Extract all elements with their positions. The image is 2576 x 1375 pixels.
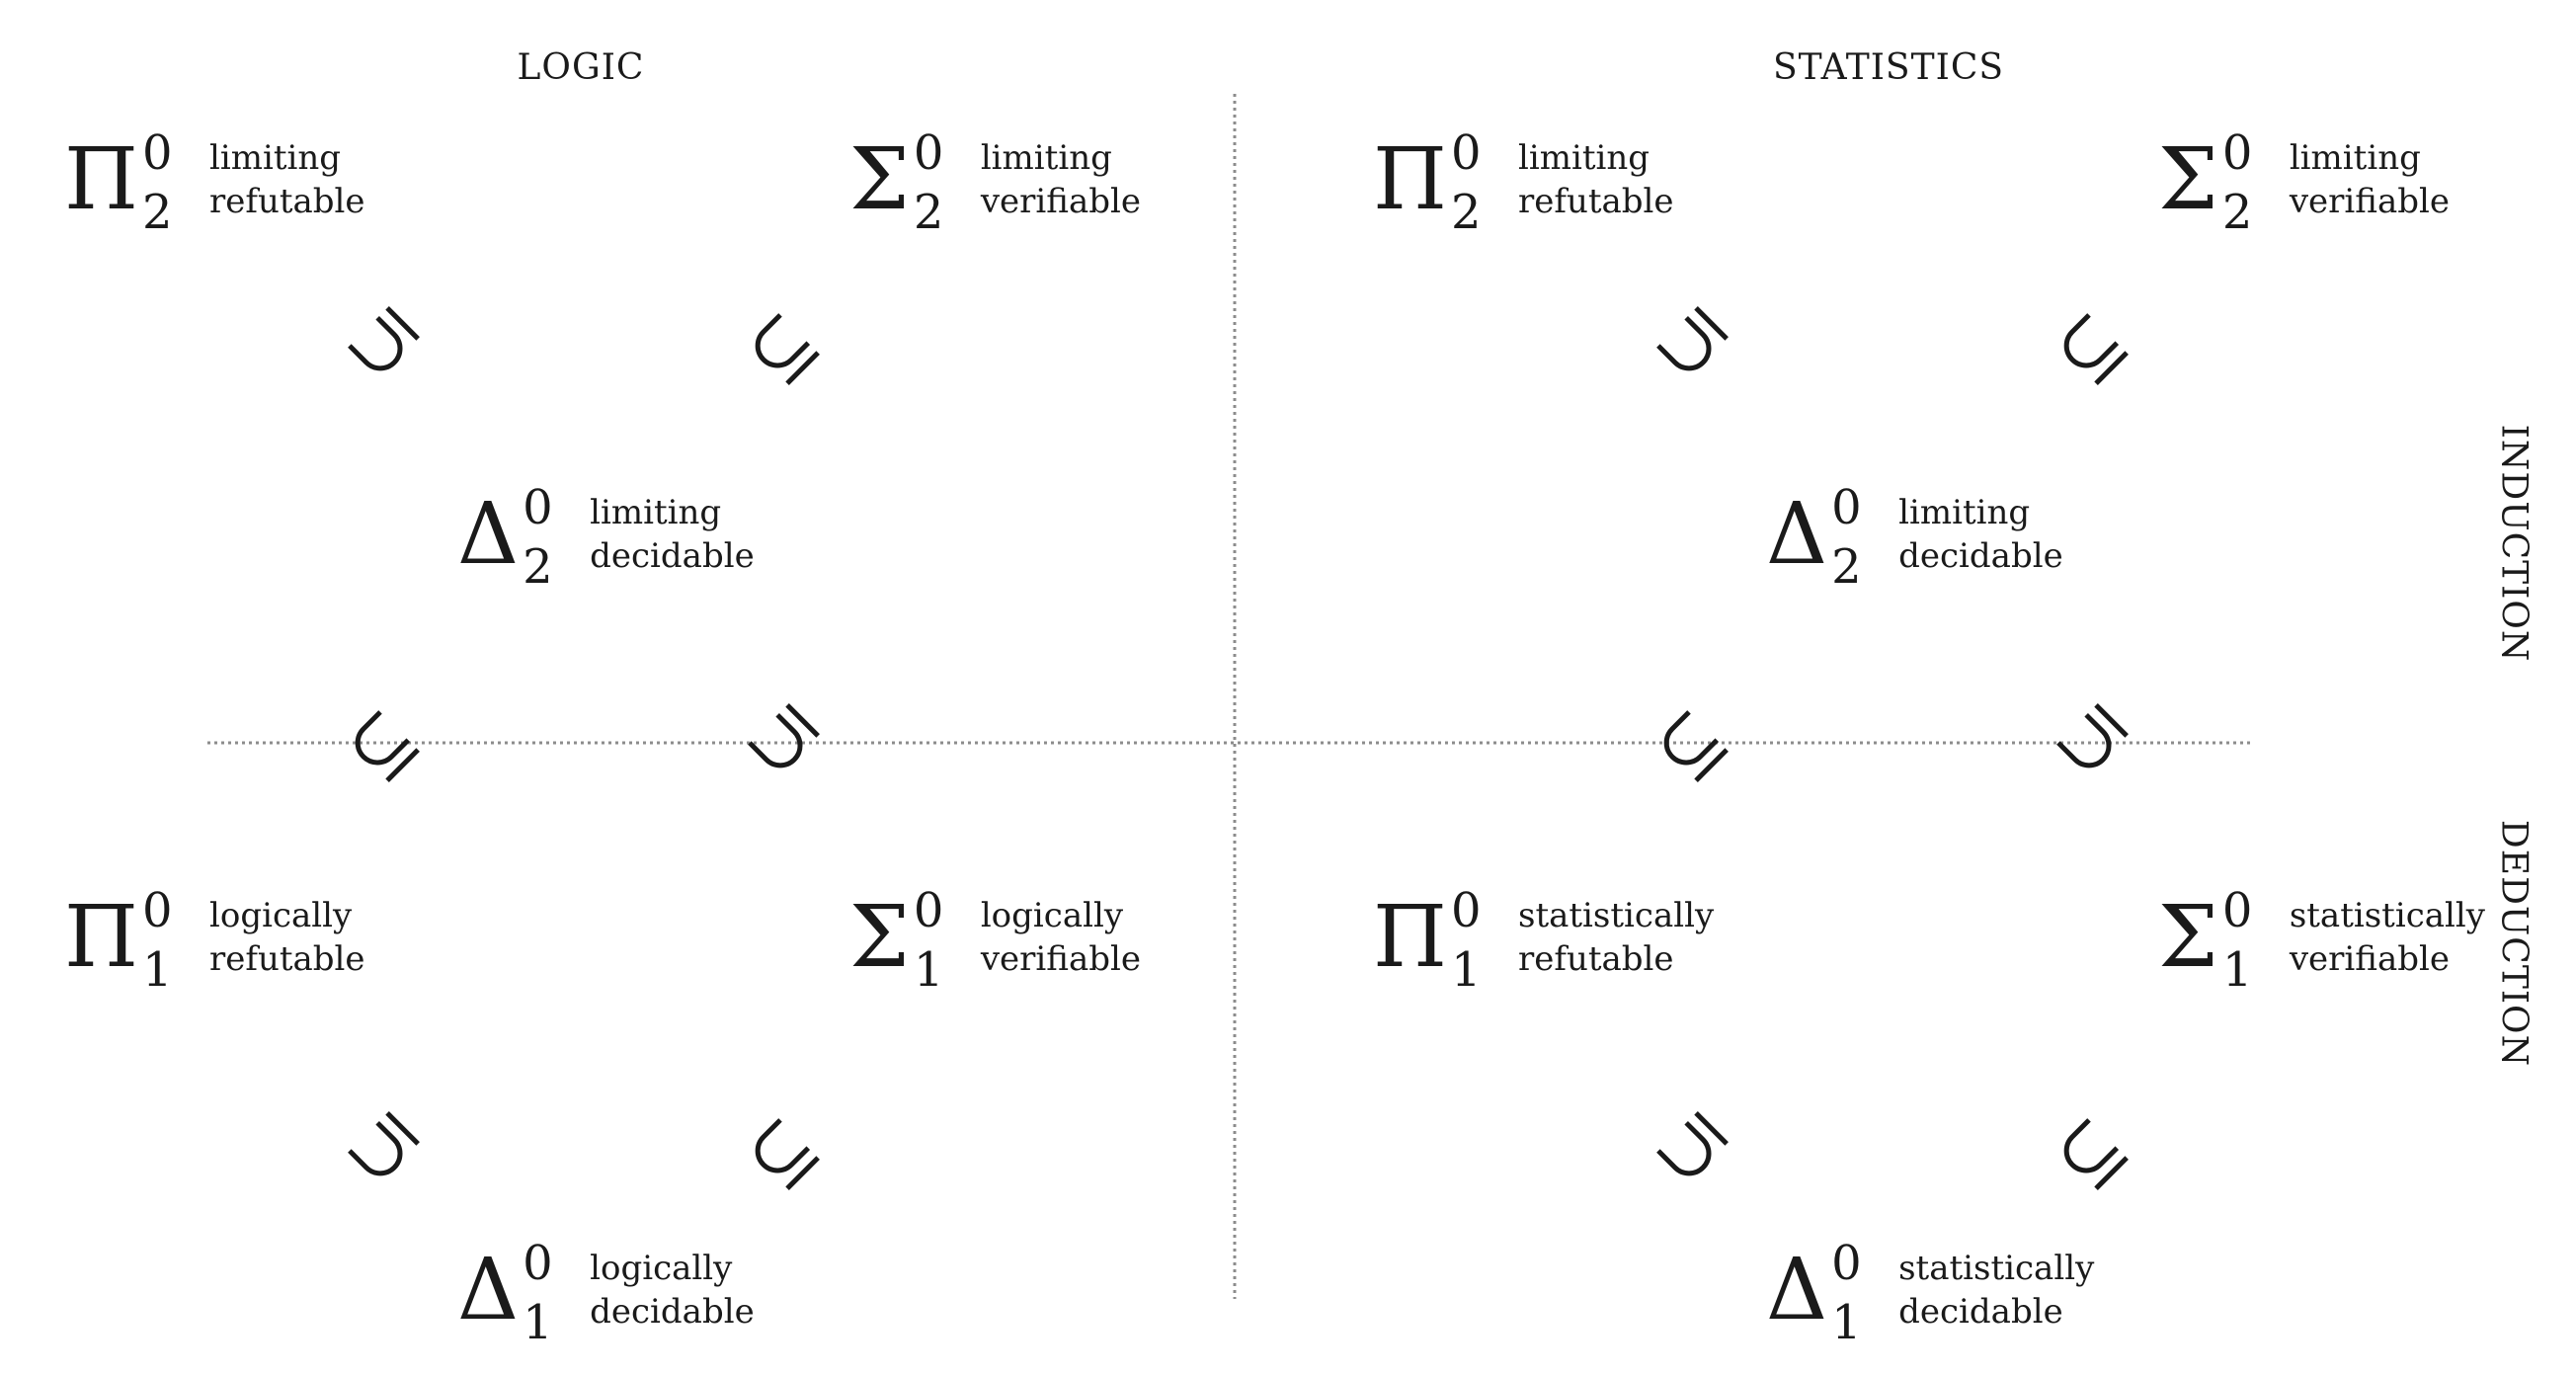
logic-sigma1-class bbox=[849, 883, 1141, 998]
subscript: 1 bbox=[1451, 942, 1482, 998]
statistics-sigma1-class bbox=[2158, 883, 2485, 998]
deduction-label: DEDUCTION bbox=[2493, 819, 2535, 1068]
description-line-1: limiting bbox=[590, 493, 722, 532]
superscript: 0 bbox=[2221, 883, 2253, 938]
description-line-2: decidable bbox=[590, 536, 755, 576]
superscript: 0 bbox=[142, 883, 173, 938]
superscript: 0 bbox=[523, 480, 553, 535]
class-description bbox=[2290, 894, 2485, 981]
sigma-symbol: Σ 0 1 bbox=[2158, 883, 2253, 998]
class-description bbox=[590, 1247, 755, 1334]
subscript: 2 bbox=[913, 185, 944, 240]
description-line-2: verifiable bbox=[2289, 939, 2450, 979]
superscript: 0 bbox=[142, 125, 173, 181]
description-line-2: refutable bbox=[1518, 182, 1674, 221]
subscript: 1 bbox=[2221, 942, 2253, 998]
class-description bbox=[1518, 894, 1714, 981]
subscript: 2 bbox=[1831, 539, 1862, 595]
statistics-pi1-class bbox=[1373, 883, 1715, 998]
delta-symbol: Δ 0 2 bbox=[457, 480, 553, 595]
class-description bbox=[981, 136, 1141, 223]
superscript: 0 bbox=[1451, 125, 1482, 181]
class-description bbox=[2290, 136, 2450, 223]
subscript: 1 bbox=[523, 1295, 553, 1350]
statistics-header: STATISTICS bbox=[1772, 47, 2005, 88]
sigma-symbol: Σ 0 2 bbox=[849, 125, 944, 240]
class-description bbox=[1898, 1247, 2094, 1334]
pi-symbol: Π 0 1 bbox=[1373, 883, 1482, 998]
description-line-2: verifiable bbox=[980, 939, 1141, 979]
class-description bbox=[981, 894, 1141, 981]
delta-symbol: Δ 0 1 bbox=[457, 1236, 553, 1350]
class-description bbox=[209, 894, 365, 981]
subscript: 2 bbox=[142, 185, 173, 240]
statistics-delta2-class bbox=[1766, 480, 2063, 595]
class-description bbox=[1898, 491, 2063, 578]
pi-symbol: Π 0 1 bbox=[64, 883, 173, 998]
statistics-pi2-class bbox=[1373, 125, 1674, 240]
superscript: 0 bbox=[1831, 1236, 1862, 1291]
logic-sigma2-class bbox=[849, 125, 1141, 240]
description-line-2: decidable bbox=[590, 1292, 755, 1332]
class-description bbox=[1518, 136, 1674, 223]
logic-pi2-class bbox=[64, 125, 365, 240]
superscript: 0 bbox=[913, 125, 944, 181]
superscript: 0 bbox=[2221, 125, 2253, 181]
description-line-1: limiting bbox=[2289, 138, 2421, 178]
logic-header: LOGIC bbox=[517, 47, 645, 88]
description-line-2: refutable bbox=[209, 182, 365, 221]
class-description bbox=[590, 491, 755, 578]
description-line-1: limiting bbox=[1518, 138, 1650, 178]
logic-delta1-class bbox=[457, 1236, 755, 1350]
sigma-symbol: Σ 0 1 bbox=[849, 883, 944, 998]
class-description bbox=[209, 136, 365, 223]
superscript: 0 bbox=[1451, 883, 1482, 938]
description-line-1: logically bbox=[590, 1249, 733, 1288]
subscript: 2 bbox=[1451, 185, 1482, 240]
description-line-2: verifiable bbox=[2289, 182, 2450, 221]
logic-pi1-class bbox=[64, 883, 365, 998]
statistics-sigma2-class bbox=[2158, 125, 2450, 240]
description-line-2: decidable bbox=[1898, 1292, 2063, 1332]
pi-symbol: Π 0 2 bbox=[1373, 125, 1482, 240]
induction-label: INDUCTION bbox=[2493, 424, 2535, 663]
description-line-1: limiting bbox=[1898, 493, 2031, 532]
subscript: 1 bbox=[142, 942, 173, 998]
superscript: 0 bbox=[523, 1236, 553, 1291]
delta-symbol: Δ 0 1 bbox=[1766, 1236, 1862, 1350]
pi-symbol: Π 0 2 bbox=[64, 125, 173, 240]
description-line-1: logically bbox=[980, 896, 1124, 935]
description-line-2: verifiable bbox=[980, 182, 1141, 221]
subscript: 1 bbox=[913, 942, 944, 998]
subscript: 2 bbox=[523, 539, 553, 595]
sigma-symbol: Σ 0 2 bbox=[2158, 125, 2253, 240]
description-line-1: statistically bbox=[1518, 896, 1715, 935]
logic-delta2-class bbox=[457, 480, 755, 595]
subscript: 2 bbox=[2221, 185, 2253, 240]
description-line-1: limiting bbox=[209, 138, 342, 178]
description-line-2: refutable bbox=[209, 939, 365, 979]
description-line-1: statistically bbox=[2289, 896, 2485, 935]
subscript: 1 bbox=[1831, 1295, 1862, 1350]
statistics-delta1-class bbox=[1766, 1236, 2095, 1350]
description-line-1: logically bbox=[209, 896, 353, 935]
description-line-2: decidable bbox=[1898, 536, 2063, 576]
superscript: 0 bbox=[1831, 480, 1862, 535]
description-line-1: statistically bbox=[1898, 1249, 2095, 1288]
description-line-1: limiting bbox=[980, 138, 1112, 178]
description-line-2: refutable bbox=[1518, 939, 1674, 979]
delta-symbol: Δ 0 2 bbox=[1766, 480, 1862, 595]
superscript: 0 bbox=[913, 883, 944, 938]
